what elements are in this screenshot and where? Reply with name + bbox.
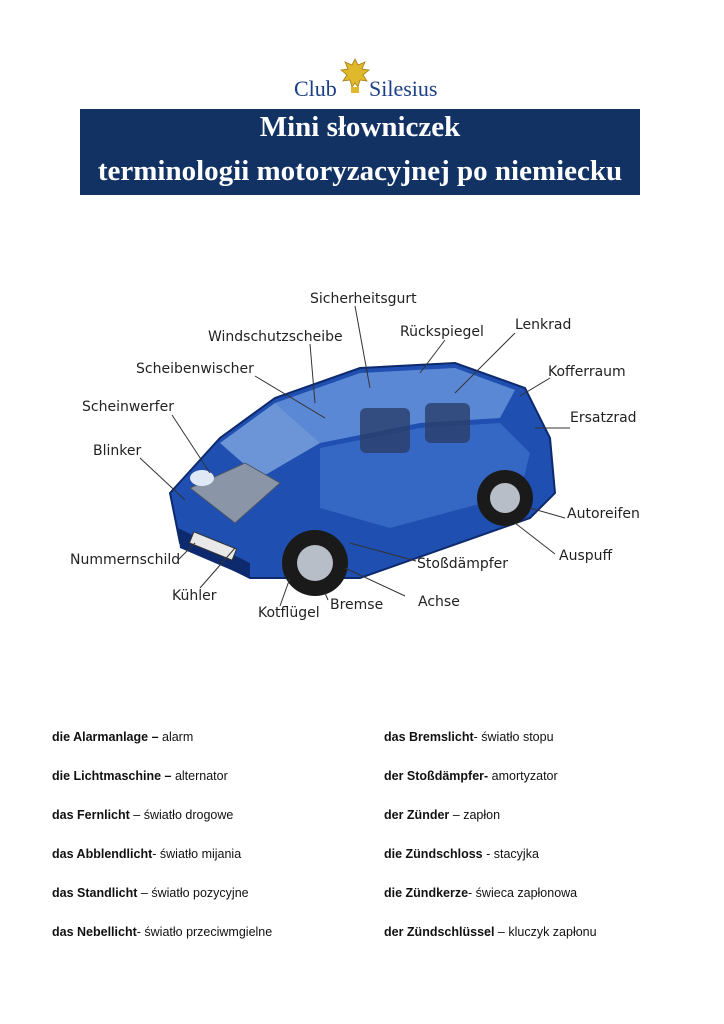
page-title-line2: terminologii motoryzacyjnej po niemiecku bbox=[97, 155, 623, 187]
vocab-term: das Abblendlicht bbox=[52, 847, 153, 861]
vocab-translation: - światło mijania bbox=[152, 847, 242, 861]
vocab-term: das Standlicht bbox=[52, 886, 138, 900]
vocab-translation: - stacyjka bbox=[482, 847, 539, 861]
vocab-item bbox=[52, 730, 193, 744]
page-title-line1: Mini słowniczek bbox=[259, 111, 461, 143]
label-kofferraum: Kofferraum bbox=[548, 364, 626, 380]
vocab-item bbox=[384, 730, 554, 744]
vocab-term: die Zündkerze bbox=[384, 886, 469, 900]
label-nummernschild: Nummernschild bbox=[70, 552, 181, 568]
vocab-term: das Fernlicht bbox=[52, 808, 130, 822]
vocab-item bbox=[384, 847, 539, 861]
vocab-term: die Lichtmaschine – bbox=[52, 769, 172, 783]
label-achse: Achse bbox=[418, 594, 460, 610]
label-ersatzrad: Ersatzrad bbox=[570, 410, 637, 426]
label-scheinwerfer: Scheinwerfer bbox=[82, 399, 174, 415]
vocab-term: der Stoßdämpfer- bbox=[384, 769, 489, 783]
vocab-translation: – światło pozycyjne bbox=[137, 886, 249, 900]
label-sicherheitsgurt: Sicherheitsgurt bbox=[310, 291, 417, 307]
vocab-item bbox=[52, 808, 233, 822]
vocab-item bbox=[384, 769, 558, 783]
label-kotfluegel: Kotflügel bbox=[258, 605, 320, 621]
vocab-translation: alarm bbox=[158, 730, 194, 744]
vocab-item bbox=[52, 925, 272, 939]
vocab-term: der Zündschlüssel bbox=[384, 925, 495, 939]
vocab-translation: – kluczyk zapłonu bbox=[494, 925, 597, 939]
vocab-translation: alternator bbox=[171, 769, 228, 783]
label-bremse: Bremse bbox=[330, 597, 384, 613]
label-windschutzscheibe: Windschutzscheibe bbox=[208, 329, 343, 345]
label-scheibenwischer: Scheibenwischer bbox=[136, 361, 254, 377]
label-rueckspiegel: Rückspiegel bbox=[400, 324, 484, 340]
vocab-term: die Zündschloss bbox=[384, 847, 483, 861]
vocab-item bbox=[384, 808, 500, 822]
vocab-translation: – światło drogowe bbox=[129, 808, 234, 822]
vocab-item bbox=[384, 886, 577, 900]
vocab-translation: amortyzator bbox=[488, 769, 558, 783]
label-kuehler: Kühler bbox=[172, 588, 217, 604]
label-blinker: Blinker bbox=[93, 443, 142, 459]
label-auspuff: Auspuff bbox=[559, 548, 613, 564]
vocab-term: die Alarmanlage – bbox=[52, 730, 159, 744]
label-autoreifen: Autoreifen bbox=[567, 506, 640, 522]
vocab-term: der Zünder bbox=[384, 808, 450, 822]
vocab-translation: – zapłon bbox=[449, 808, 501, 822]
vocab-item bbox=[52, 886, 249, 900]
vocab-term: das Bremslicht bbox=[384, 730, 474, 744]
label-lenkrad: Lenkrad bbox=[515, 317, 572, 333]
car-parts-diagram bbox=[60, 278, 660, 638]
vocab-translation: - świeca zapłonowa bbox=[468, 886, 578, 900]
vocab-item bbox=[52, 769, 228, 783]
title-banner bbox=[80, 109, 640, 195]
logo-text-silesius: Silesius bbox=[369, 76, 438, 101]
vocab-translation: - światło stopu bbox=[473, 730, 554, 744]
label-stossdaempfer: Stoßdämpfer bbox=[417, 556, 509, 572]
vocab-translation: - światło przeciwmgielne bbox=[136, 925, 273, 939]
vocab-item bbox=[52, 847, 241, 861]
club-silesius-logo bbox=[292, 56, 442, 102]
vocab-term: das Nebellicht bbox=[52, 925, 137, 939]
logo-text-club: Club bbox=[294, 76, 337, 101]
vocab-item bbox=[384, 925, 597, 939]
eagle-emblem-icon bbox=[338, 56, 372, 96]
